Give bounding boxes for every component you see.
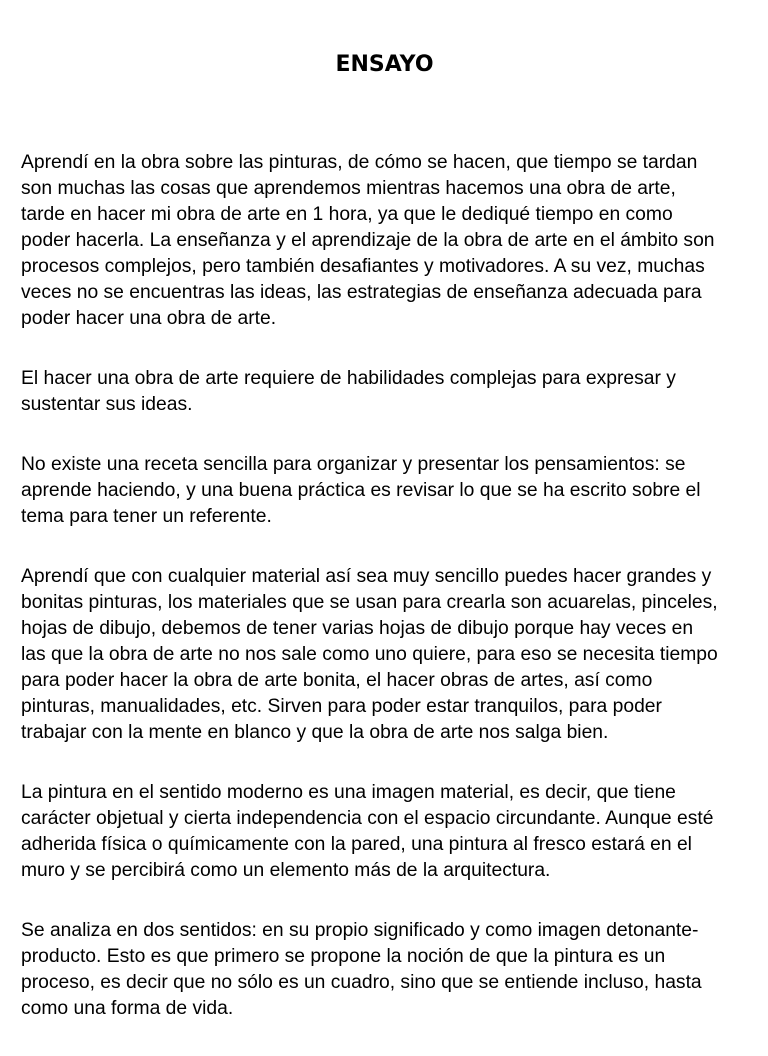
paragraph-2: El hacer una obra de arte requiere de habilidades complejas para expresar y sustentar sus ideas. xyxy=(21,368,676,415)
paragraph-6: Se analiza en dos sentidos: en su propio significado y como imagen detonante- producto. Esto es que primero se propone la noción de que la pintura es un proceso, es decir que no sólo es un cuadro, sino que se entiende incluso, hasta como una forma de vida. xyxy=(21,920,702,1019)
paragraph-1: Aprendí en la obra sobre las pinturas, de cómo se hacen, que tiempo se tardan son muchas las cosas que aprendemos mientras hacemos una obra de arte, tarde en hacer mi obra de arte en 1 hora, ya que le dediqué tiempo en como poder hacerla. La enseñanza y el aprendizaje de la obra de arte en el ámbito son procesos complejos, pero también desafiantes y motivadores. A su vez, muchas veces no se encuentras las ideas, las estrategias de enseñanza adecuada para poder hacer una obra de arte. xyxy=(21,152,715,329)
document-title: ENSAYO xyxy=(335,52,434,77)
paragraph-3: No existe una receta sencilla para organizar y presentar los pensamientos: se aprende haciendo, y una buena práctica es revisar lo que se ha escrito sobre el tema para tener un referente. xyxy=(21,454,701,527)
paragraph-5: La pintura en el sentido moderno es una imagen material, es decir, que tiene carácter objetual y cierta independencia con el espacio circundante. Aunque esté adherida física o químicamente con la pared, una pintura al fresco estará en el muro y se percibirá como un elemento más de la arquitectura. xyxy=(21,782,714,881)
document-body xyxy=(21,124,748,1056)
paragraph-4: Aprendí que con cualquier material así sea muy sencillo puedes hacer grandes y bonitas pinturas, los materiales que se usan para crearla son acuarelas, pinceles, hojas de dibujo, debemos de tener varias hojas de dibujo porque hay veces en las que la obra de arte no nos sale como uno quiere, para eso se necesita tiempo para poder hacer la obra de arte bonita, el hacer obras de artes, así como pinturas, manualidades, etc. Sirven para poder estar tranquilos, para poder trabajar con la mente en blanco y que la obra de arte nos salga bien. xyxy=(21,566,718,743)
